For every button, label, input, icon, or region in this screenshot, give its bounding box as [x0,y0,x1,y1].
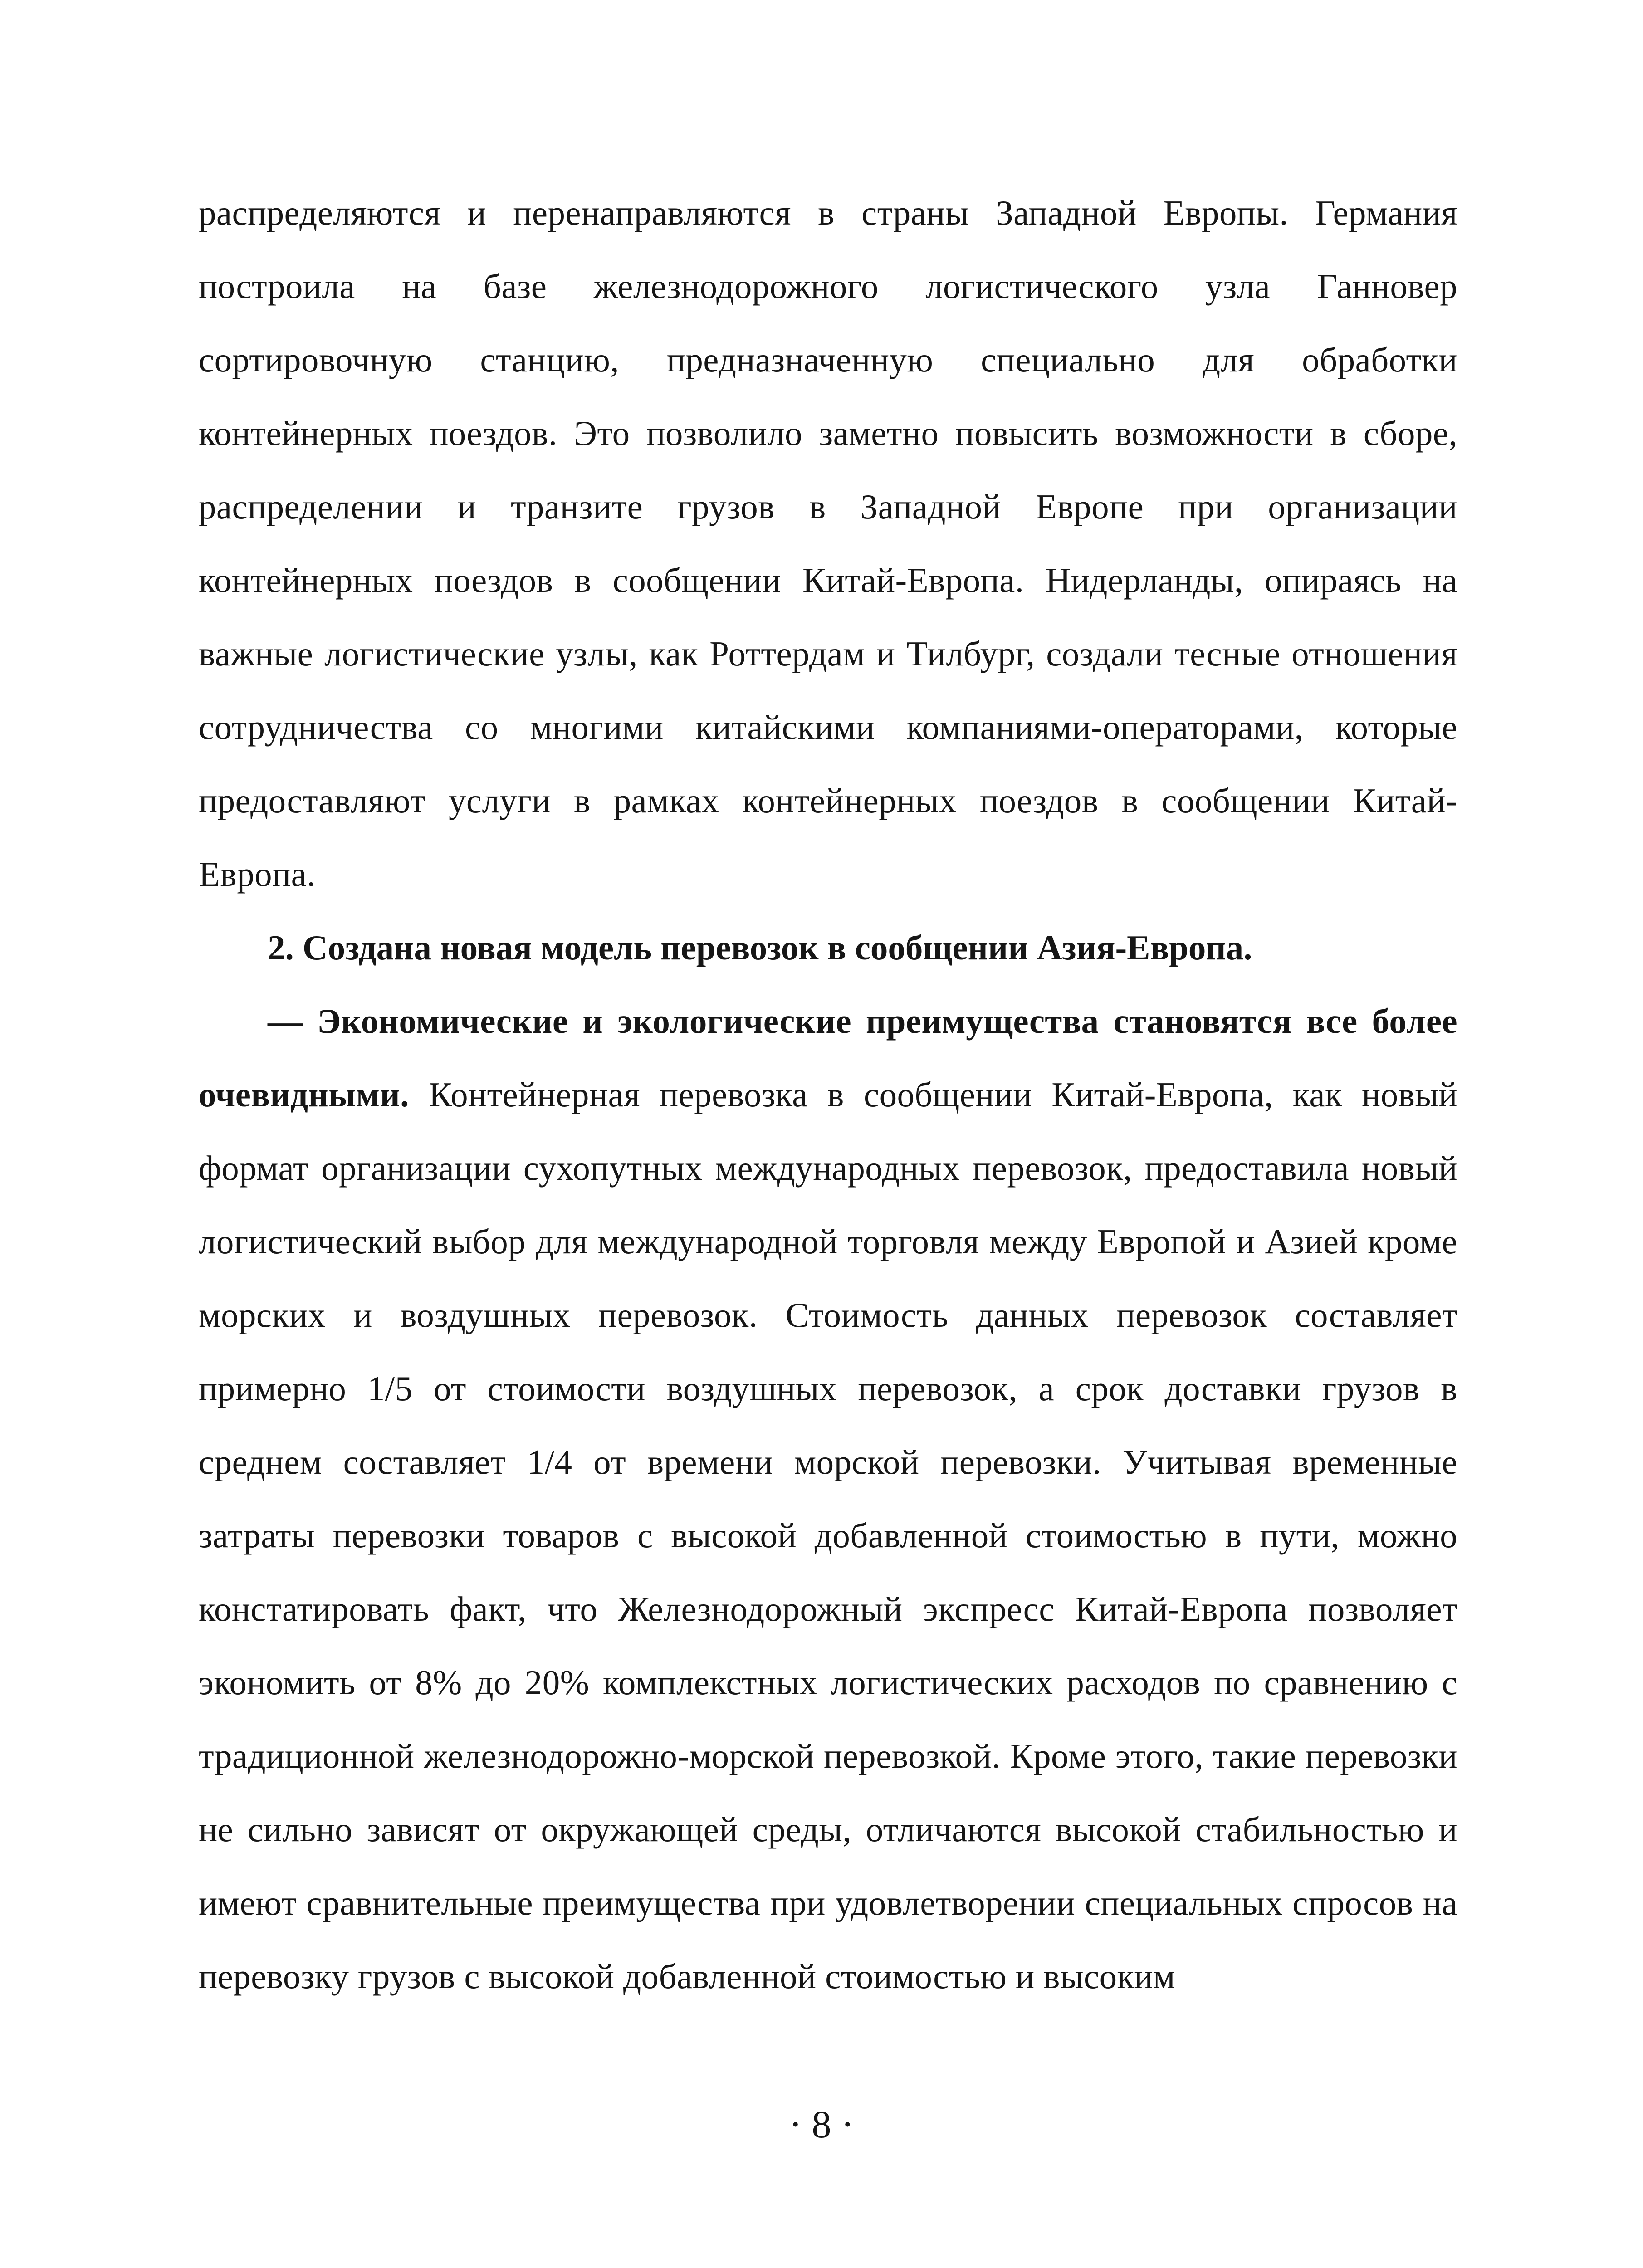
section-heading: 2. Создана новая модель перевозок в сообщении Азия-Европа. [268,928,1252,967]
paragraph-continuation: распределяются и перенаправляются в страны Западной Европы. Германия построила на базе железнодорожного логистического узла Ганновер сортировочную станцию, предназначенную специально для обработки контейнерных поездов. Это позволило заметно повысить возможности в сборе, распределении и транзите грузов в Западной Европе при организации контейнерных поездов в сообщении Китай-Европа. Нидерланды, опираясь на важные логистические узлы, как Роттердам и Тилбург, создали тесные отношения сотрудничества со многими китайскими компаниями-операторами, которые предоставляют услуги в рамках контейнерных поездов в сообщении Китай-Европа. [199,193,1457,894]
page-number: · 8 · [789,2102,854,2146]
paragraph-advantages [199,984,1457,2013]
paragraph-body: Контейнерная перевозка в сообщении Китай-Европа, как новый формат организации сухопутных международных перевозок, предоставила новый логистический выбор для международной торговля между Европой и Азией кроме морских и воздушных перевозок. Стоимость данных перевозок составляет примерно 1/5 от стоимости воздушных перевозок, а срок доставки грузов в среднем составляет 1/4 от времени морской перевозки. Учитывая временные затраты перевозки товаров с высокой добавленной стоимостью в пути, можно констатировать факт, что Железнодорожный экспресс Китай-Европа позволяет экономить от 8% до 20% комплекстных логистических расходов по сравнению с традиционной железнодорожно-морской перевозкой. Кроме этого, такие перевозки не сильно зависят от окружающей среды, отличаются высокой стабильностью и имеют сравнительные преимущества при удовлетворении специальных спросов на перевозку грузов с высокой добавленной стоимостью и высоким [199,1075,1457,1996]
paragraph-lead-bold: — Экономические и экологические преимущества становятся все более очевидными. [199,1002,1457,1114]
body-text [199,176,1457,2013]
